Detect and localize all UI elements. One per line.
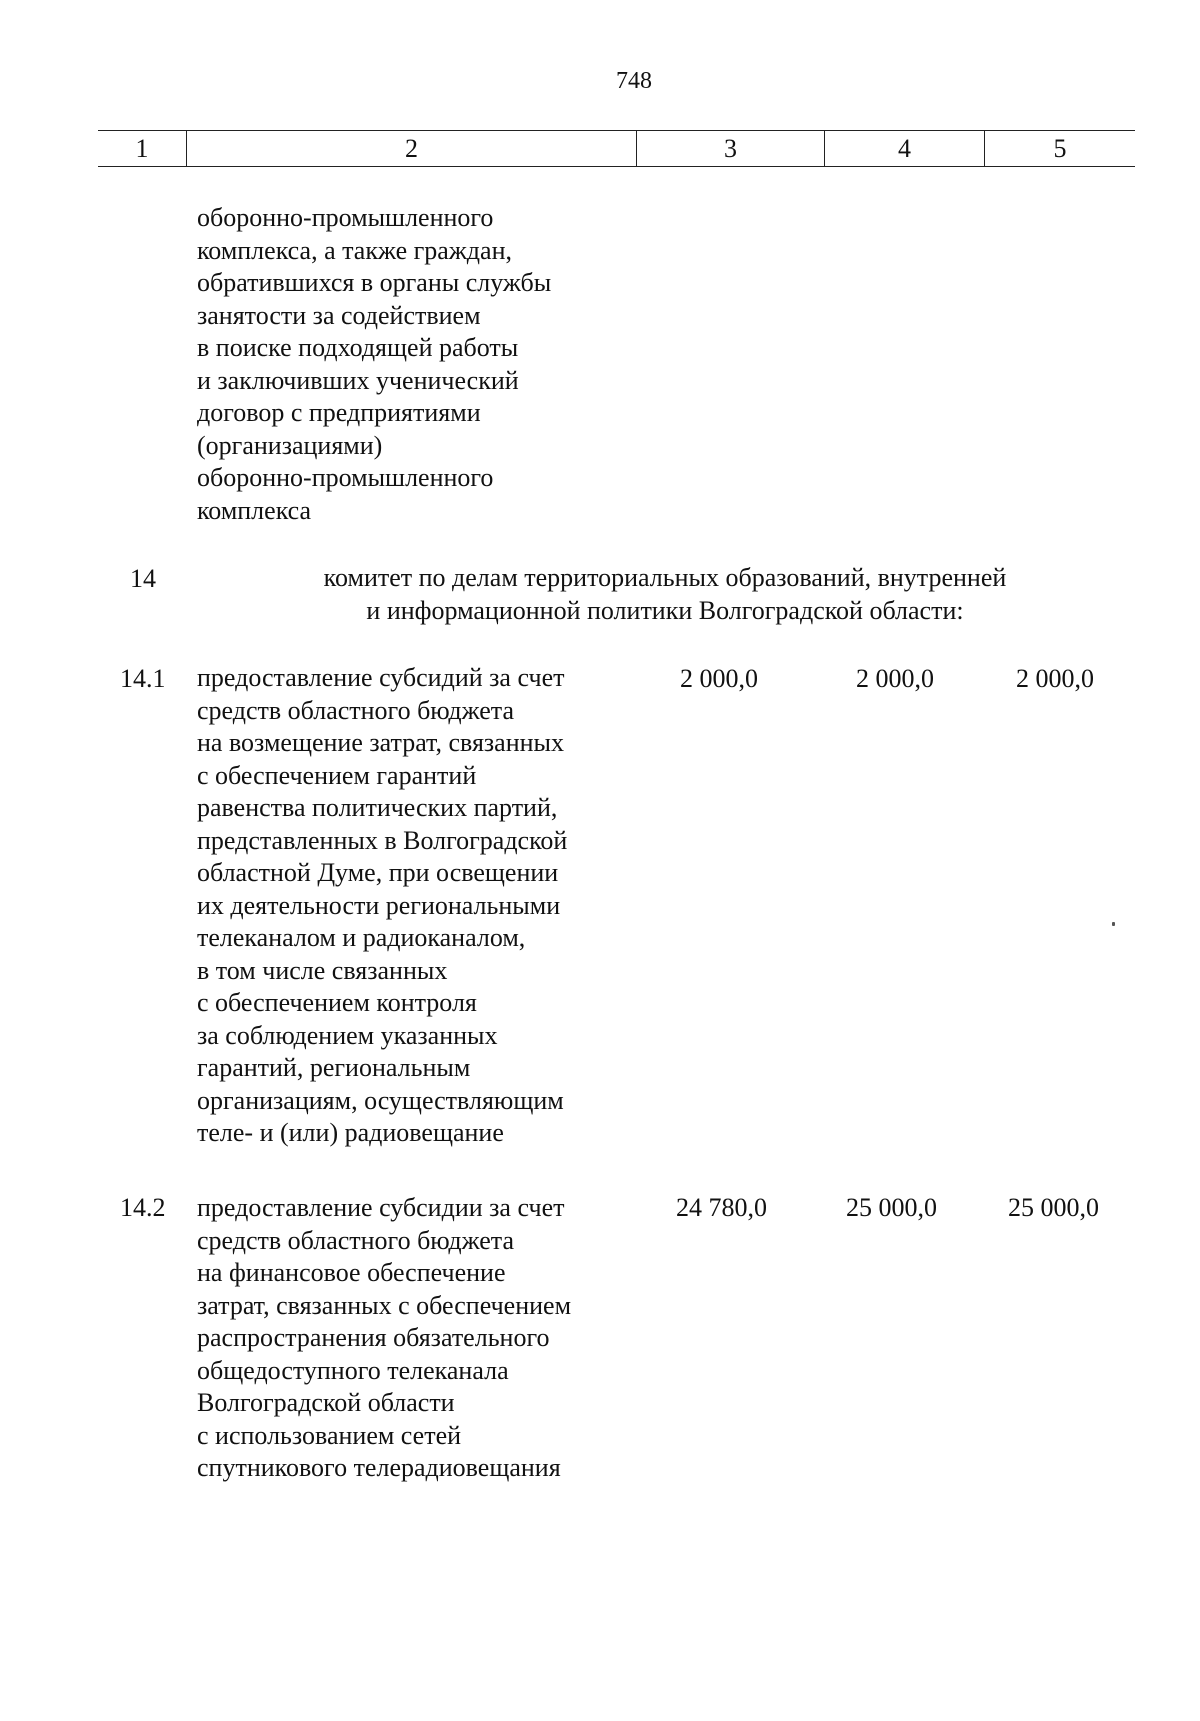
section-title-line: комитет по делам территориальных образований, внутренней bbox=[323, 563, 1007, 592]
text-line: общедоступного телеканала bbox=[197, 1355, 509, 1385]
text-line: в том числе связанных bbox=[197, 955, 448, 985]
column-header-1: 1 bbox=[135, 133, 149, 163]
value-col4: 25 000,0 bbox=[846, 1193, 937, 1222]
column-header-3: 3 bbox=[636, 131, 824, 166]
text-line: их деятельности региональными bbox=[197, 890, 561, 920]
continued-row-description bbox=[197, 202, 647, 527]
text-line: договор с предприятиями bbox=[197, 398, 481, 427]
text-line: затрат, связанных с обеспечением bbox=[197, 1290, 572, 1320]
text-line: телеканалом и радиоканалом, bbox=[197, 923, 526, 952]
scan-speck bbox=[1112, 922, 1115, 926]
column-header-2: 2 bbox=[186, 131, 636, 166]
row-description bbox=[197, 662, 647, 1150]
text-line: за соблюдением указанных bbox=[197, 1020, 498, 1050]
text-line: в поиске подходящей работы bbox=[197, 333, 519, 362]
text-line: распространения обязательного bbox=[197, 1323, 550, 1352]
text-line: Волгоградской области bbox=[197, 1388, 455, 1417]
row-description bbox=[197, 1192, 647, 1485]
value-col4: 2 000,0 bbox=[856, 664, 934, 693]
text-line: занятости за содействием bbox=[197, 300, 481, 330]
row-number: 14.1 bbox=[120, 664, 166, 693]
text-line: комплекса, а также граждан, bbox=[197, 235, 512, 265]
text-line: предоставление субсидий за счет bbox=[197, 663, 565, 692]
text-line: оборонно-промышленного bbox=[197, 463, 494, 492]
value-col3: 2 000,0 bbox=[680, 664, 758, 693]
column-header-4: 4 bbox=[824, 131, 984, 166]
text-line: (организациями) bbox=[197, 430, 383, 460]
text-line: спутникового телерадиовещания bbox=[197, 1453, 561, 1482]
value-col5: 25 000,0 bbox=[1008, 1193, 1099, 1222]
column-header-row bbox=[98, 130, 1135, 167]
section-number: 14 bbox=[130, 564, 156, 593]
column-header-5: 5 bbox=[984, 131, 1135, 166]
page-number: 748 bbox=[616, 68, 652, 94]
text-line: с обеспечением контроля bbox=[197, 988, 477, 1017]
text-line: теле- и (или) радиовещание bbox=[197, 1118, 504, 1147]
text-line: областной Думе, при освещении bbox=[197, 858, 559, 887]
text-line: равенства политических партий, bbox=[197, 793, 558, 822]
section-title-line: и информационной политики Волгоградской области: bbox=[366, 596, 964, 625]
text-line: обратившихся в органы службы bbox=[197, 268, 552, 297]
text-line: средств областного бюджета bbox=[197, 695, 515, 725]
text-line: средств областного бюджета bbox=[197, 1225, 515, 1255]
row-number: 14.2 bbox=[120, 1193, 166, 1222]
text-line: оборонно-промышленного bbox=[197, 203, 494, 232]
text-line: на возмещение затрат, связанных bbox=[197, 728, 565, 757]
text-line: организациям, осуществляющим bbox=[197, 1085, 564, 1115]
text-line: и заключивших ученический bbox=[197, 365, 519, 395]
text-line: на финансовое обеспечение bbox=[197, 1258, 506, 1287]
text-line: предоставление субсидии за счет bbox=[197, 1193, 565, 1222]
text-line: с обеспечением гарантий bbox=[197, 760, 477, 790]
value-col3: 24 780,0 bbox=[676, 1193, 767, 1222]
text-line: гарантий, региональным bbox=[197, 1053, 471, 1082]
value-col5: 2 000,0 bbox=[1016, 664, 1094, 693]
text-line: с использованием сетей bbox=[197, 1420, 462, 1450]
text-line: представленных в Волгоградской bbox=[197, 825, 568, 855]
section-title bbox=[220, 561, 1110, 627]
text-line: комплекса bbox=[197, 495, 312, 525]
